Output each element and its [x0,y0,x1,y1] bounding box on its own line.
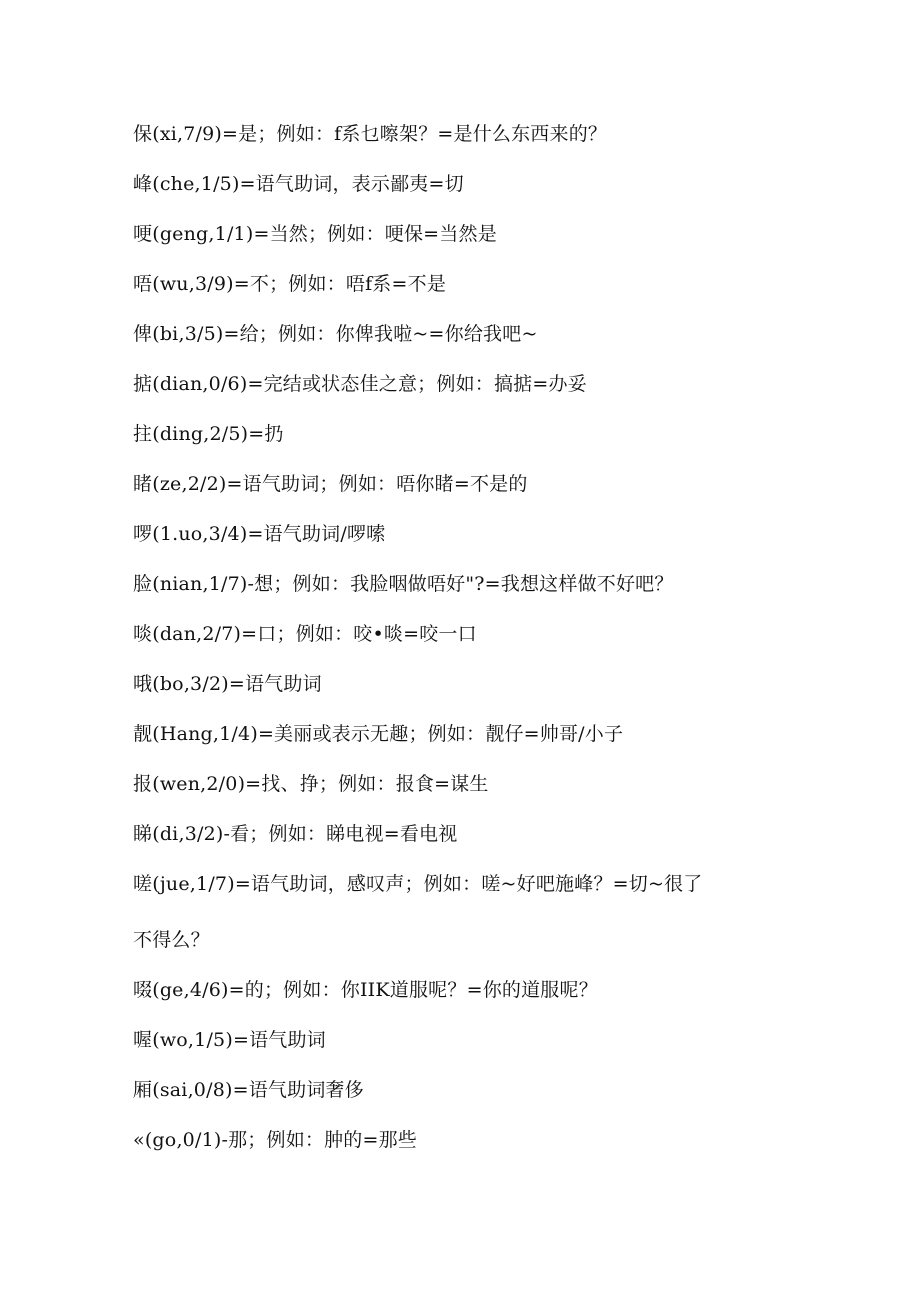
entry-xi: 保(xi,7/9)=是；例如：f系乜嚓架？=是什么东西来的？ [133,123,608,145]
entry-go: «(go,0/1)-那；例如：肿的=那些 [133,1129,418,1151]
entry-di: 睇(di,3/2)-看；例如：睇电视=看电视 [133,823,458,845]
entry-jue: 嗟(jue,1/7)=语气助词，感叹声；例如：嗟~好吧施峰？=切~很了 [133,873,703,895]
entry-bo: 哦(bo,3/2)=语气助词 [133,673,322,695]
entry-ge: 啜(ge,4/6)=的；例如：你IIK道服呢？=你的道服呢？ [133,979,598,1001]
entry-list [133,120,833,1154]
entry-dan: 啖(dan,2/7)=口；例如：咬•啖=咬一口 [133,623,477,645]
entry-jue-continued: 不得么？ [133,929,210,951]
entry-wu: 唔(wu,3/9)=不；例如：唔f系=不是 [133,273,447,295]
entry-wen: 报(wen,2/0)=找、挣；例如：报食=谋生 [133,773,489,795]
entry-sai: 厢(sai,0/8)=语气助词奢侈 [133,1079,364,1101]
entry-nian: 脸(nian,1/7)-想；例如：我脸咽做唔好"?=我想这样做不好吧？ [133,573,674,595]
entry-ze: 睹(ze,2/2)=语气助词；例如：唔你睹=不是的 [133,473,528,495]
entry-wo: 喔(wo,1/5)=语气助词 [133,1029,326,1051]
entry-che: 峰(che,1/5)=语气助词，表示鄙夷=切 [133,173,464,195]
entry-luo: 啰(1.uo,3/4)=语气助词/啰嗦 [133,523,386,545]
entry-bi: 俾(bi,3/5)=给；例如：你俾我啦~=你给我吧~ [133,323,538,345]
entry-ding: 拄(ding,2/5)=扔 [133,423,284,445]
entry-dian: 掂(dian,0/6)=完结或状态佳之意；例如：搞掂=办妥 [133,373,587,395]
entry-geng: 哽(geng,1/1)=当然；例如：哽保=当然是 [133,223,497,245]
entry-liang: 靓(Hang,1/4)=美丽或表示无趣；例如：靓仔=帅哥/小子 [133,723,624,745]
